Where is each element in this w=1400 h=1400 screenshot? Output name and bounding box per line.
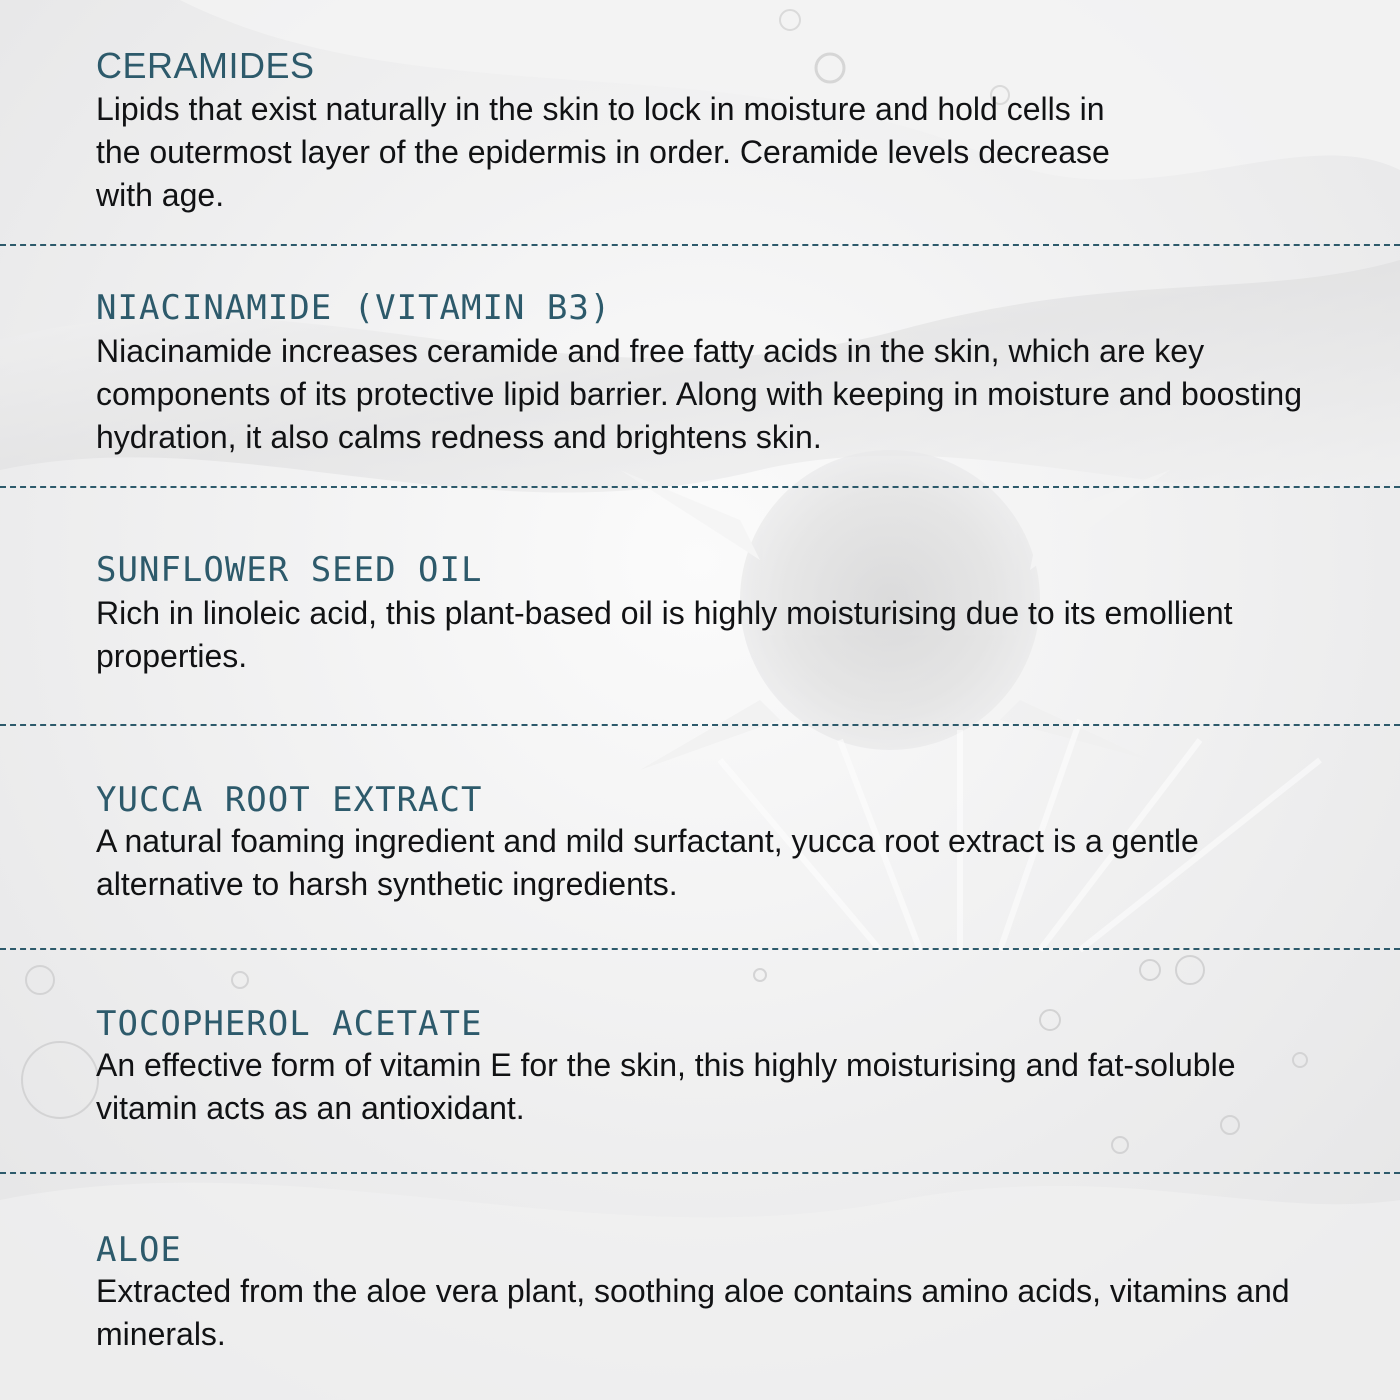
ingredient-title: SUNFLOWER SEED OIL [96,550,483,590]
section-divider [0,244,1400,246]
ingredient-section [0,0,1400,244]
ingredient-description: Lipids that exist naturally in the skin to lock in moisture and hold cells in the outermost layer of the epidermis in order. Ceramide levels decrease with age. [96,91,1110,213]
ingredient-title: CERAMIDES [96,45,315,86]
ingredient-description: Rich in linoleic acid, this plant-based oil is highly moisturising due to its emollient properties. [96,595,1233,674]
section-divider [0,486,1400,488]
section-divider [0,724,1400,726]
ingredient-title: TOCOPHEROL ACETATE [96,1004,483,1044]
ingredient-description: Niacinamide increases ceramide and free fatty acids in the skin, which are key components of its protective lipid barrier. Along with keeping in moisture and boosting hydration, it also calms redness and brightens skin. [96,333,1303,455]
ingredient-description: A natural foaming ingredient and mild surfactant, yucca root extract is a gentle alternative to harsh synthetic ingredients. [96,823,1199,902]
section-divider [0,1172,1400,1174]
ingredient-description: An effective form of vitamin E for the skin, this highly moisturising and fat-soluble vitamin acts as an antioxidant. [96,1047,1236,1126]
ingredient-section [0,488,1400,724]
section-divider [0,948,1400,950]
ingredient-title: NIACINAMIDE (VITAMIN B3) [96,288,612,328]
ingredient-section [0,950,1400,1172]
ingredient-section [0,1174,1400,1400]
ingredient-section [0,246,1400,486]
ingredient-title: YUCCA ROOT EXTRACT [96,780,483,820]
ingredient-section [0,726,1400,948]
ingredient-title: ALOE [96,1230,182,1270]
ingredient-description: Extracted from the aloe vera plant, soothing aloe contains amino acids, vitamins and minerals. [96,1273,1290,1352]
